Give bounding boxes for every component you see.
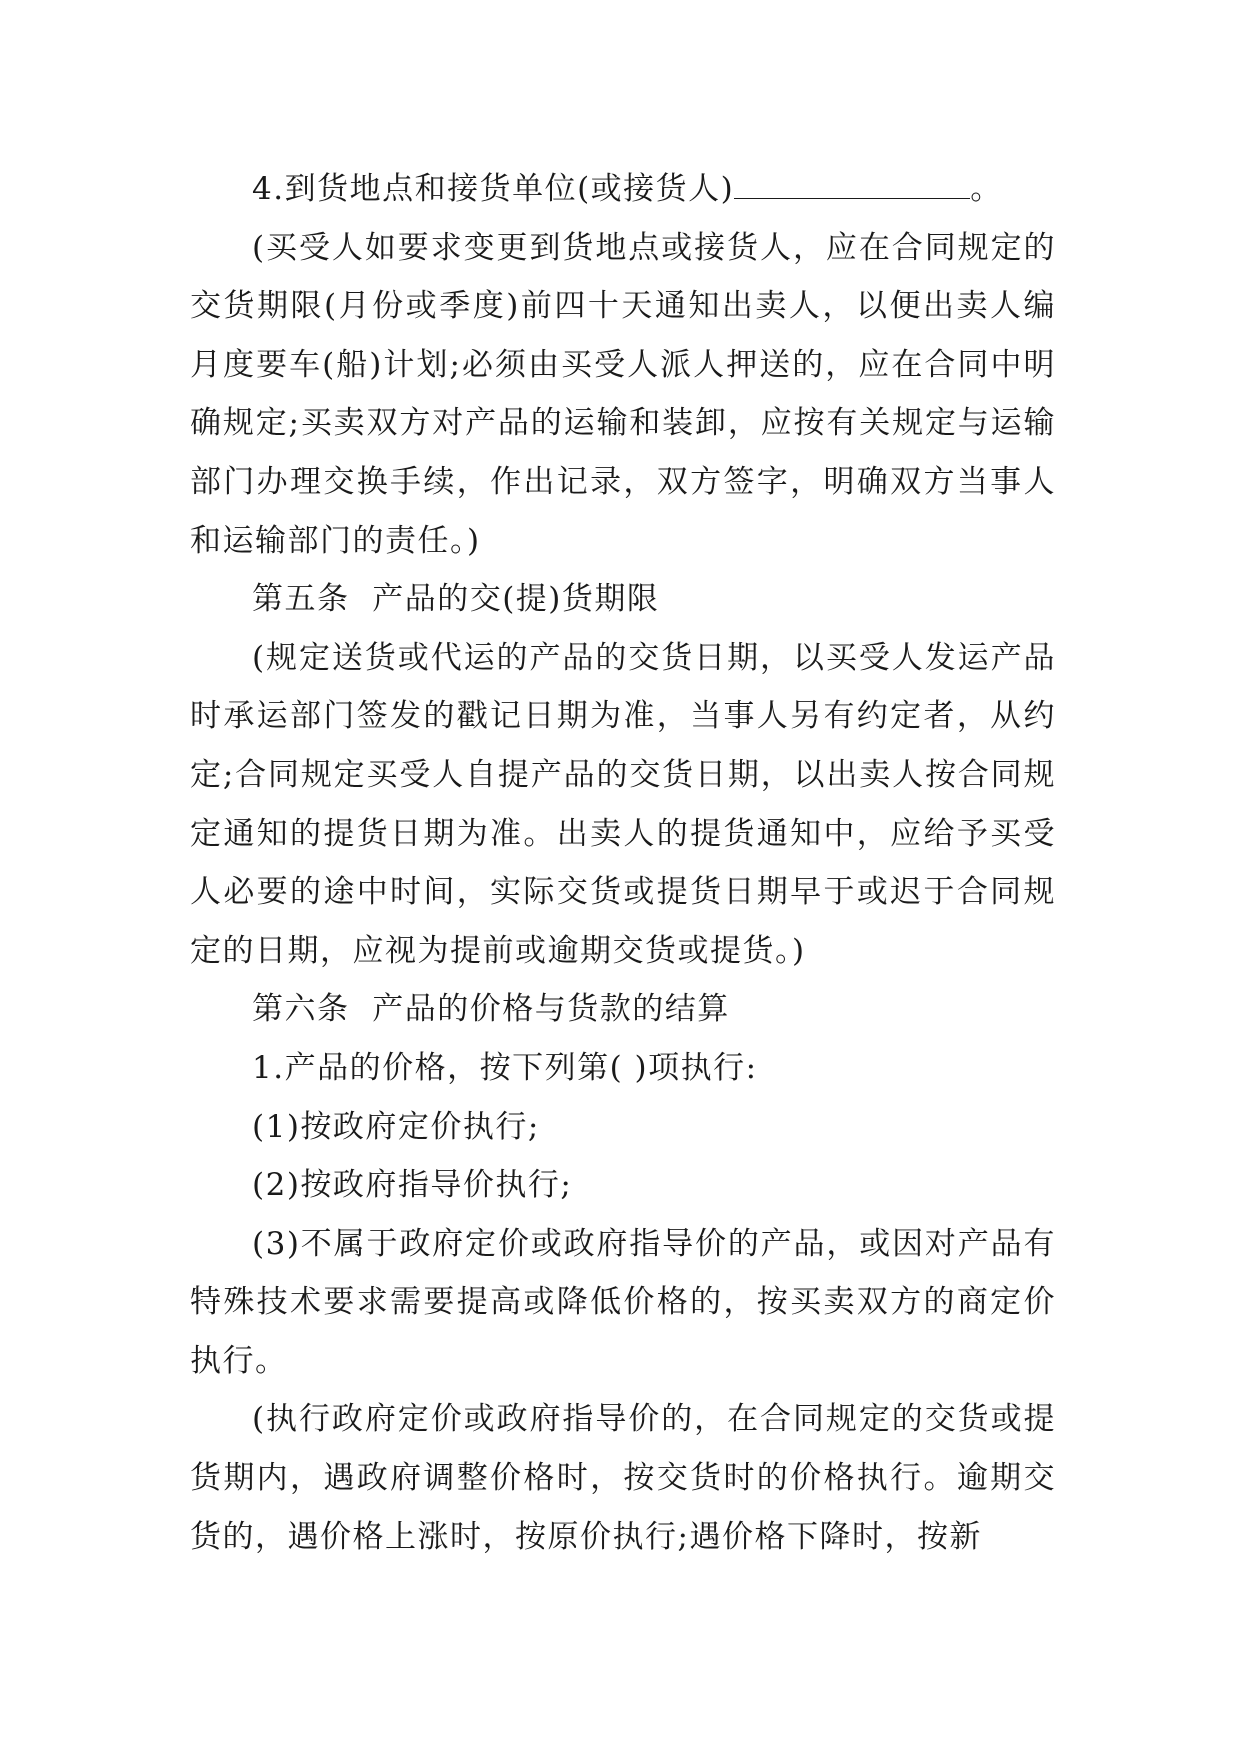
delivery-location-end: 。 <box>970 171 1003 207</box>
document-body <box>190 160 1056 1566</box>
article-6-option-3: (3)不属于政府定价或政府指导价的产品，或因对产品有特殊技术要求需要提高或降低价格的，按买卖双方的商定价执行。 <box>190 1225 1056 1379</box>
delivery-location-label: 4.到货地点和接货单位(或接货人) <box>252 171 735 207</box>
article-6-option-1: (1)按政府定价执行; <box>252 1108 540 1145</box>
article-6-heading: 第六条 产品的价格与货款的结算 <box>252 991 730 1028</box>
article-6-option-2: (2)按政府指导价执行; <box>252 1167 573 1204</box>
article-5-note: (规定送货或代运的产品的交货日期，以买受人发运产品时承运部门签发的戳记日期为准，当事人另有约定者，从约定;合同规定买受人自提产品的交货日期，以出卖人按合同规定通知的提货日期为准。出卖人的提货通知中，应给予买受人必要的途中时间，实际交货或提货日期早于或迟于合同规定的日期，应视为提前或逾期交货或提货。) <box>190 639 1056 969</box>
delivery-location-blank <box>734 172 970 199</box>
article-5-heading: 第五条 产品的交(提)货期限 <box>252 581 660 618</box>
delivery-location-item <box>190 160 1056 219</box>
article-6-item-1: 1.产品的价格，按下列第( )项执行: <box>252 1049 758 1086</box>
delivery-change-note: (买受人如要求变更到货地点或接货人，应在合同规定的交货期限(月份或季度)前四十天通知出卖人，以便出卖人编月度要车(船)计划;必须由买受人派人押送的，应在合同中明确规定;买卖双方对产品的运输和装卸，应按有关规定与运输部门办理交换手续，作出记录，双方签字，明确双方当事人和运输部门的责任。) <box>190 229 1056 559</box>
article-6-price-note: (执行政府定价或政府指导价的，在合同规定的交货或提货期内，遇政府调整价格时，按交货时的价格执行。逾期交货的，遇价格上涨时，按原价执行;遇价格下降时，按新 <box>190 1401 1056 1555</box>
